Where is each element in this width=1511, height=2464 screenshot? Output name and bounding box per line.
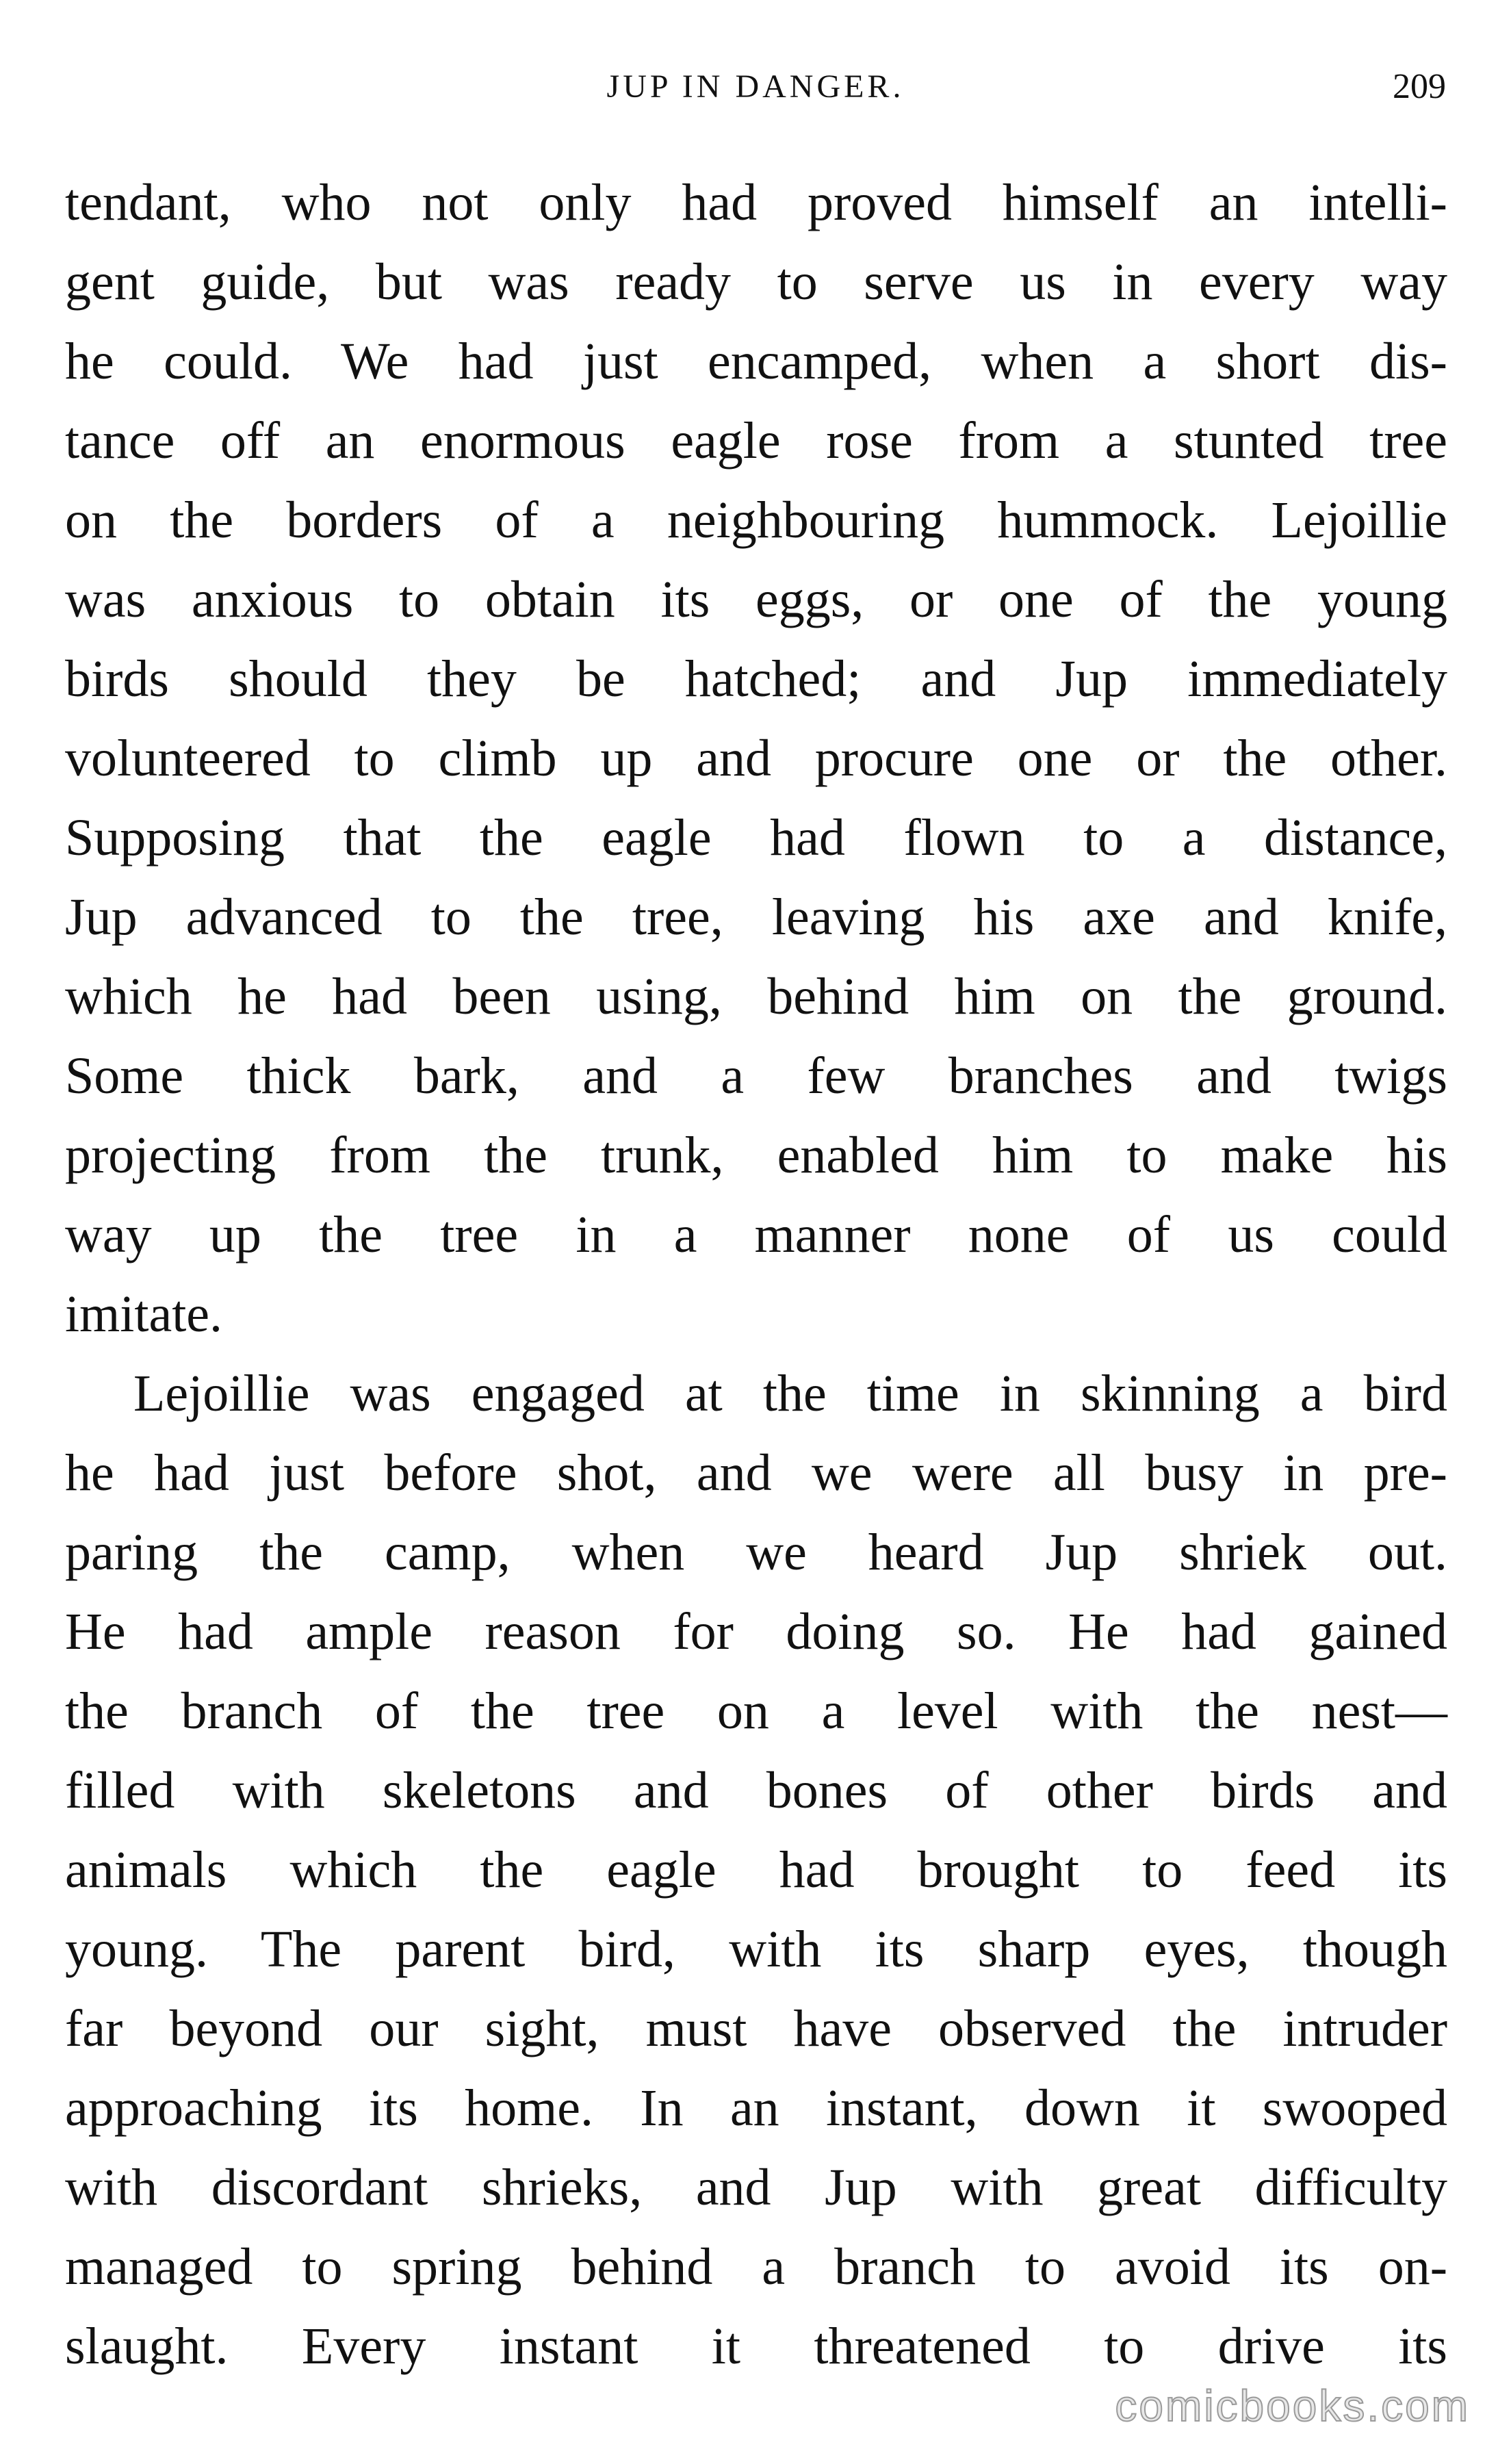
running-title: JUP IN DANGER. <box>606 68 905 105</box>
page-number: 209 <box>1393 67 1446 106</box>
text-line: Lejoillie was engaged at the time in skinning a bird <box>133 1365 1447 1422</box>
text-line: way up the tree in a manner none of us could <box>65 1206 1447 1263</box>
text-line: Supposing that the eagle had flown to a distance, <box>65 809 1447 867</box>
text-line: which he had been using, behind him on the ground. <box>65 968 1447 1025</box>
text-line: he had just before shot, and we were all busy in pre- <box>65 1444 1447 1502</box>
body-text <box>65 163 1447 2386</box>
text-line: young. The parent bird, with its sharp eyes, though <box>65 1921 1447 1978</box>
text-line: birds should they be hatched; and Jup immediately <box>65 650 1447 708</box>
text-line: tance off an enormous eagle rose from a stunted tree <box>65 412 1447 470</box>
text-line: gent guide, but was ready to serve us in every way <box>65 253 1447 311</box>
running-header <box>0 63 1511 111</box>
text-line: was anxious to obtain its eggs, or one of the young <box>65 571 1447 628</box>
text-line: imitate. <box>65 1285 223 1343</box>
text-line: far beyond our sight, must have observed the intruder <box>65 2000 1447 2057</box>
text-line: Jup advanced to the tree, leaving his axe and knife, <box>65 888 1447 946</box>
text-line: projecting from the trunk, enabled him to make his <box>65 1127 1447 1184</box>
text-line: with discordant shrieks, and Jup with great difficulty <box>65 2159 1447 2216</box>
text-line: slaught. Every instant it threatened to drive its <box>65 2318 1447 2375</box>
text-line: managed to spring behind a branch to avoid its on- <box>65 2238 1447 2296</box>
text-line: animals which the eagle had brought to feed its <box>65 1841 1447 1899</box>
paragraph-2 <box>65 1354 1447 2386</box>
text-line: approaching its home. In an instant, down it swooped <box>65 2079 1447 2137</box>
text-line: He had ample reason for doing so. He had gained <box>65 1603 1447 1660</box>
text-line: tendant, who not only had proved himself an intelli- <box>65 174 1447 231</box>
text-line: Some thick bark, and a few branches and twigs <box>65 1047 1447 1105</box>
text-line: on the borders of a neighbouring hummock. Lejoillie <box>65 491 1447 549</box>
paragraph-1 <box>65 163 1447 1354</box>
text-line: volunteered to climb up and procure one or the other. <box>65 730 1447 787</box>
text-line: the branch of the tree on a level with the nest— <box>65 1682 1447 1740</box>
text-line: filled with skeletons and bones of other birds and <box>65 1762 1447 1819</box>
text-line: paring the camp, when we heard Jup shriek out. <box>65 1524 1447 1581</box>
text-line: he could. We had just encamped, when a short dis- <box>65 333 1447 390</box>
watermark: comicbooks.com <box>1115 2381 1470 2430</box>
